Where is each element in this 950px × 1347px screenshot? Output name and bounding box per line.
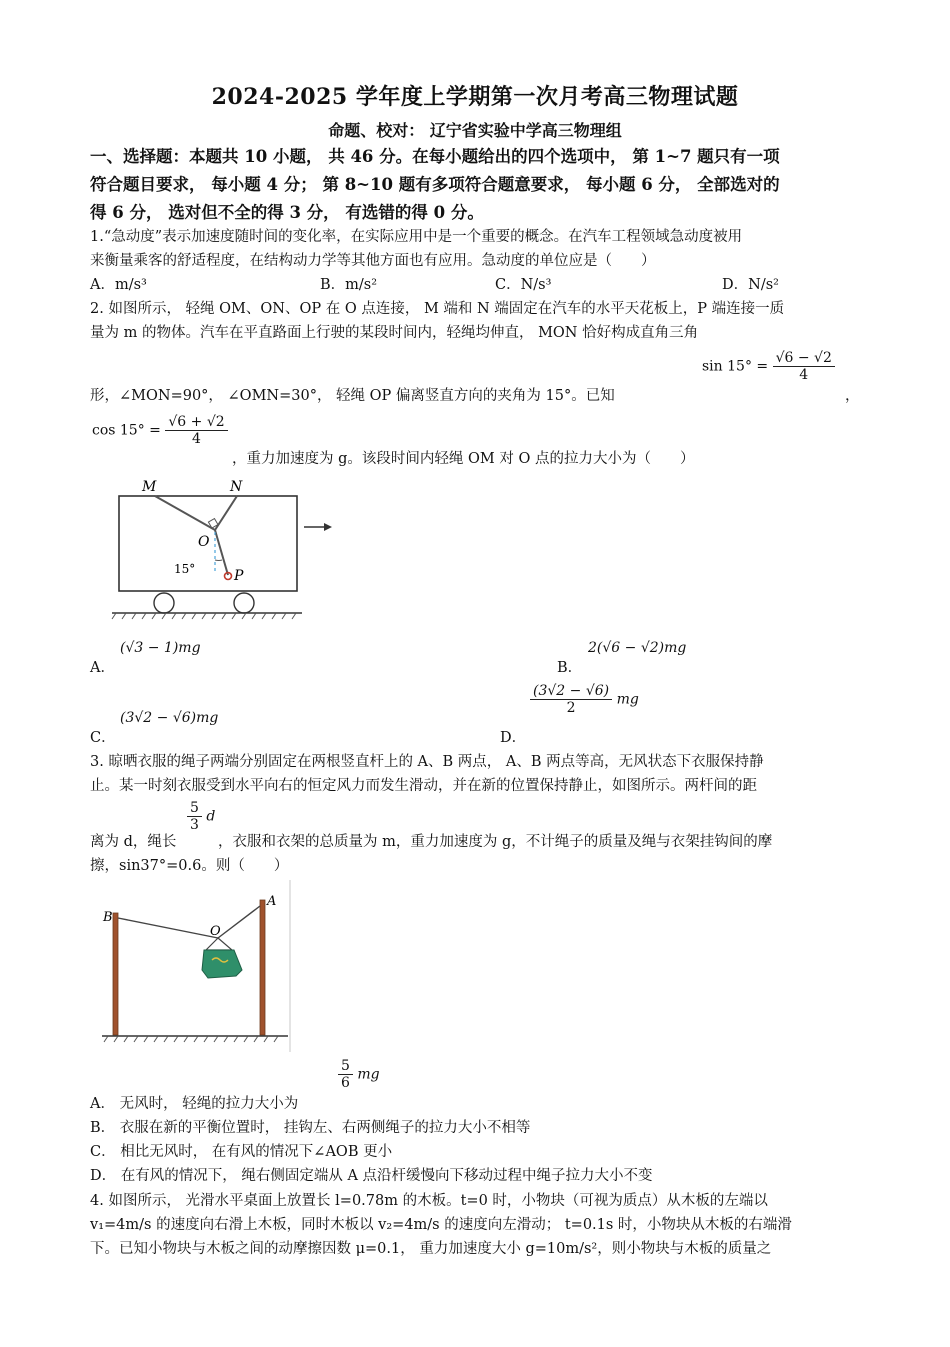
rope-length-numerator: 5 bbox=[187, 800, 202, 817]
q1-option-a: A．m/s³ bbox=[90, 277, 147, 293]
q3-option-c: C． 相比无风时， 在有风的情况下∠AOB 更小 bbox=[90, 1144, 393, 1160]
ground-hatching bbox=[112, 613, 296, 619]
q2-option-a: (√3 − 1)mg bbox=[120, 640, 201, 656]
q4-line-1: 4. 如图所示， 光滑水平桌面上放置长 l=0.78m 的木板。t=0 时，小物块（可视为质点）从木板的左端以 bbox=[90, 1193, 768, 1209]
page-subtitle: 命题、校对： 辽宁省实验中学高三物理组 bbox=[328, 121, 622, 140]
q3-option-d: D． 在有风的情况下， 绳右侧固定端从 A 点沿杆缓慢向下移动过程中绳子拉力大小不变 bbox=[90, 1168, 653, 1184]
ground-hatching bbox=[104, 1036, 278, 1042]
q3-option-a-numerator: 5 bbox=[338, 1058, 353, 1075]
clothes bbox=[202, 950, 242, 978]
q3-option-a-formula bbox=[338, 1058, 380, 1091]
q3-line-2: 止。某一时刻衣服受到水平向右的恒定风力而发生滑动，并在新的位置保持静止，如图所示。两杆间的距 bbox=[90, 778, 757, 794]
rope-length-fraction bbox=[187, 800, 202, 833]
section-line-2: 符合题目要求， 每小题 4 分； 第 8~10 题有多项符合题意要求， 每小题 6 分， 全部选对的 bbox=[90, 175, 780, 194]
sin15-fraction bbox=[773, 350, 835, 383]
rope-om bbox=[155, 496, 215, 530]
q1-line-1: 1.“急动度”表示加速度随时间的变化率，在实际应用中是一个重要的概念。在汽车工程领域急动度被用 bbox=[90, 229, 743, 245]
q3-option-a-denominator: 6 bbox=[341, 1075, 350, 1091]
rope-length-variable: d bbox=[206, 808, 216, 825]
sin15-formula bbox=[702, 350, 835, 383]
rope-length-formula bbox=[187, 800, 215, 833]
cos15-denominator: 4 bbox=[192, 431, 201, 447]
q3-line-1: 3. 晾晒衣服的绳子两端分别固定在两根竖直杆上的 A、B 两点， A、B 两点等高，无风状态下衣服保持静 bbox=[90, 754, 764, 770]
wheel-right bbox=[234, 593, 254, 613]
q2-option-d-label: D． bbox=[500, 730, 527, 746]
q2-option-c-label: C． bbox=[90, 730, 116, 746]
q3-option-b: B． 衣服在新的平衡位置时， 挂钩左、右两侧绳子的拉力大小不相等 bbox=[90, 1120, 531, 1136]
q1-option-c: C．N/s³ bbox=[495, 277, 552, 293]
label-n: N bbox=[230, 479, 243, 495]
rope-length-denominator: 3 bbox=[190, 817, 199, 833]
q2-option-d-fraction bbox=[530, 683, 612, 716]
question-2 bbox=[90, 297, 865, 345]
q3-option-a-fraction bbox=[338, 1058, 353, 1091]
pole-right bbox=[260, 900, 265, 1035]
q2-option-d-tail: mg bbox=[616, 691, 639, 708]
q2-comma: ， bbox=[845, 388, 860, 404]
section-line-1: 一、选择题：本题共 10 小题， 共 46 分。在每小题给出的四个选项中， 第 1~7 题只有一项 bbox=[90, 147, 780, 166]
label-p: P bbox=[234, 568, 244, 584]
sin15-label: sin 15° = bbox=[702, 358, 769, 375]
label-m: M bbox=[142, 479, 157, 495]
q4-line-2: v₁=4m/s 的速度向右滑上木板，同时木板以 v₂=4m/s 的速度向左滑动； t=0.1s 时，小物块从木板的右端滑 bbox=[90, 1217, 792, 1233]
q2-option-b: 2(√6 − √2)mg bbox=[588, 640, 687, 656]
q2-option-d-denominator: 2 bbox=[566, 700, 576, 716]
q2-line-1: 2. 如图所示， 轻绳 OM、ON、OP 在 O 点连接， M 端和 N 端固定在汽车的水平天花板上，P 端连接一质 bbox=[90, 301, 785, 317]
q3-option-a-tail: mg bbox=[357, 1066, 380, 1083]
label-b: B bbox=[103, 910, 113, 925]
q2-car-figure bbox=[110, 474, 350, 620]
angle-arc bbox=[215, 560, 222, 561]
cos15-fraction bbox=[165, 414, 227, 447]
section-line-3: 得 6 分， 选对但不全的得 3 分， 有选错的得 0 分。 bbox=[90, 203, 484, 222]
rope-op bbox=[215, 530, 228, 575]
label-15-degrees: 15° bbox=[174, 562, 196, 576]
motion-arrowhead bbox=[324, 523, 332, 531]
q2-option-c: (3√2 − √6)mg bbox=[120, 710, 219, 726]
cos15-formula bbox=[92, 414, 228, 447]
section-instructions bbox=[90, 143, 865, 227]
question-1 bbox=[90, 225, 865, 273]
q3-line-3a: 离为 d，绳长 bbox=[90, 834, 177, 850]
cos15-numerator: √6 + √2 bbox=[165, 414, 227, 431]
q3-line-4: 擦，sin37°=0.6。则（ ） bbox=[90, 858, 289, 874]
label-o: O bbox=[210, 924, 221, 939]
hanger bbox=[206, 938, 232, 950]
q2-line-3: 形，∠MON=90°， ∠OMN=30°， 轻绳 OP 偏离竖直方向的夹角为 15°。已知 bbox=[90, 388, 615, 404]
question-4 bbox=[90, 1189, 865, 1261]
rope-right bbox=[218, 906, 260, 938]
pole-left bbox=[113, 913, 118, 1035]
q2-line-2: 量为 m 的物体。汽车在平直路面上行驶的某段时间内，轻绳均伸直， MON 恰好构成直角三角 bbox=[90, 325, 699, 341]
q2-option-b-label: B． bbox=[557, 660, 583, 676]
wheel-left bbox=[154, 593, 174, 613]
q1-option-d: D．N/s² bbox=[722, 277, 779, 293]
q4-line-3: 下。已知小物块与木板之间的动摩擦因数 μ=0.1， 重力加速度大小 g=10m/s²，则小物块与木板的质量之 bbox=[90, 1241, 772, 1257]
q3-option-a-text: A． 无风时， 轻绳的拉力大小为 bbox=[90, 1096, 299, 1112]
label-a: A bbox=[267, 894, 277, 909]
page-title: 2024-2025 学年度上学期第一次月考高三物理试题 bbox=[211, 84, 739, 110]
question-3 bbox=[90, 750, 865, 798]
label-o: O bbox=[198, 534, 210, 550]
sin15-denominator: 4 bbox=[799, 367, 809, 383]
q1-line-2: 来衡量乘客的舒适程度，在结构动力学等其他方面也有应用。急动度的单位应是（ ） bbox=[90, 253, 656, 269]
cos15-label: cos 15° = bbox=[92, 422, 161, 439]
q2-option-a-label: A． bbox=[90, 660, 115, 676]
q1-option-b: B．m/s² bbox=[320, 277, 378, 293]
q3-clothesline-figure bbox=[100, 880, 300, 1056]
rope-left bbox=[118, 918, 218, 938]
q2-option-d bbox=[530, 683, 639, 716]
q2-option-d-numerator: (3√2 − √6) bbox=[530, 683, 612, 700]
q3-line-3b: ，衣服和衣架的总质量为 m，重力加速度为 g，不计绳子的质量及绳与衣架挂钩间的摩 bbox=[218, 834, 773, 850]
q2-line-4: ，重力加速度为 g。该段时间内轻绳 OM 对 O 点的拉力大小为（ ） bbox=[232, 451, 695, 467]
sin15-numerator: √6 − √2 bbox=[773, 350, 835, 367]
